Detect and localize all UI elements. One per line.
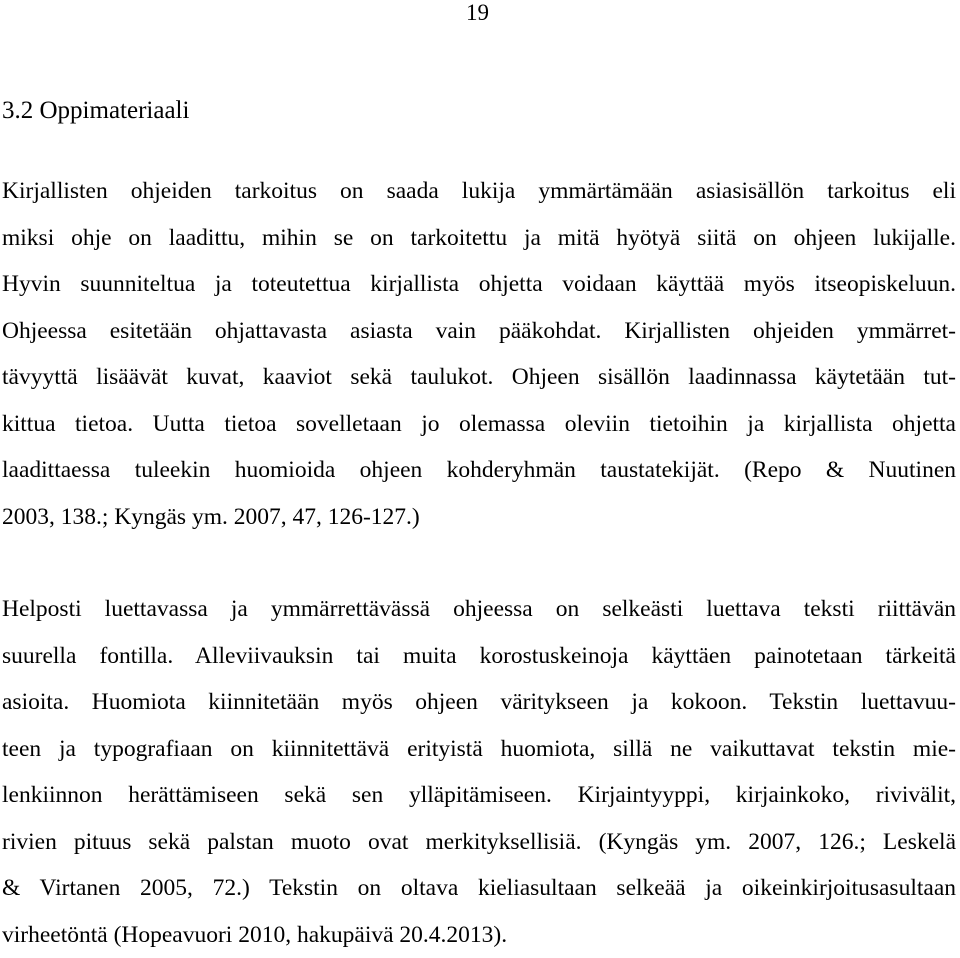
paragraph-oppimateriaali-intro bbox=[2, 168, 956, 540]
paragraph-line: laadittaessa tuleekin huomioida ohjeen kohderyhmän taustatekijät. (Repo & Nuutinen bbox=[2, 447, 956, 494]
section-heading: 3.2 Oppimateriaali bbox=[2, 96, 189, 126]
paragraph-line: & Virtanen 2005, 72.) Tekstin on oltava kieliasultaan selkeää ja oikeinkirjoitusasultaan bbox=[2, 865, 956, 912]
paragraph-readability bbox=[2, 586, 956, 958]
paragraph-line: Ohjeessa esitetään ohjattavasta asiasta vain pääkohdat. Kirjallisten ohjeiden ymmärret- bbox=[2, 308, 956, 355]
paragraph-line: 2003, 138.; Kyngäs ym. 2007, 47, 126-127.) bbox=[2, 494, 956, 541]
paragraph-line: Hyvin suunniteltua ja toteutettua kirjallista ohjetta voidaan käyttää myös itseopiskeluun. bbox=[2, 261, 956, 308]
paragraph-line: virheetöntä (Hopeavuori 2010, hakupäivä 20.4.2013). bbox=[2, 912, 956, 958]
paragraph-line: teen ja typografiaan on kiinnitettävä erityistä huomiota, sillä ne vaikuttavat tekstin mie- bbox=[2, 726, 956, 773]
paragraph-line: Kirjallisten ohjeiden tarkoitus on saada lukija ymmärtämään asiasisällön tarkoitus eli bbox=[2, 168, 956, 215]
paragraph-line: lenkiinnon herättämiseen sekä sen ylläpitämiseen. Kirjaintyyppi, kirjainkoko, rivivälit, bbox=[2, 772, 956, 819]
paragraph-line: Helposti luettavassa ja ymmärrettävässä ohjeessa on selkeästi luettava teksti riittävän bbox=[2, 586, 956, 633]
paragraph-line: suurella fontilla. Alleviivauksin tai muita korostuskeinoja käyttäen painotetaan tärkeitä bbox=[2, 633, 956, 680]
page-number: 19 bbox=[466, 0, 489, 26]
paragraph-line: asioita. Huomiota kiinnitetään myös ohjeen väritykseen ja kokoon. Tekstin luettavuu- bbox=[2, 679, 956, 726]
paragraph-line: kittua tietoa. Uutta tietoa sovelletaan jo olemassa oleviin tietoihin ja kirjallista ohjetta bbox=[2, 401, 956, 448]
paragraph-line: rivien pituus sekä palstan muoto ovat merkityksellisiä. (Kyngäs ym. 2007, 126.; Leskelä bbox=[2, 819, 956, 866]
paragraph-line: miksi ohje on laadittu, mihin se on tarkoitettu ja mitä hyötyä siitä on ohjeen lukijalle. bbox=[2, 215, 956, 262]
paragraph-line: tävyyttä lisäävät kuvat, kaaviot sekä taulukot. Ohjeen sisällön laadinnassa käytetään tut- bbox=[2, 354, 956, 401]
